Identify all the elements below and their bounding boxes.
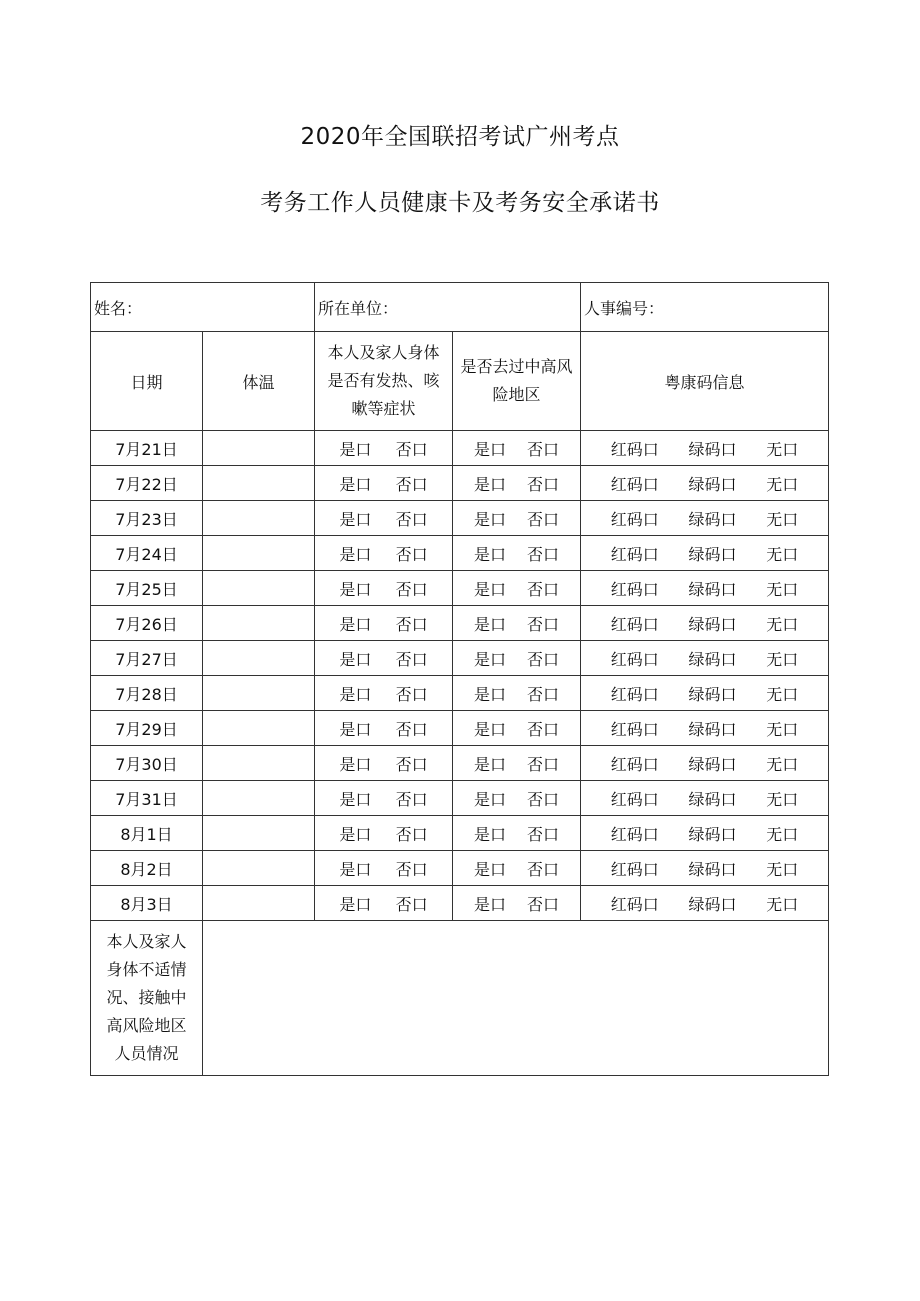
table-row [91,466,829,501]
no-code-checkbox[interactable]: 无口 [766,509,799,529]
date-cell: 7月21日 [91,431,203,466]
symptom-no-checkbox[interactable]: 否口 [395,439,428,459]
symptom-cell [315,746,453,781]
risk-area-cell [453,641,581,676]
no-code-checkbox[interactable]: 无口 [766,649,799,669]
table-row [91,501,829,536]
date-cell: 7月22日 [91,466,203,501]
risk-yes-checkbox[interactable]: 是口 [474,684,507,704]
date-cell: 7月23日 [91,501,203,536]
symptom-cell [315,571,453,606]
green-code-checkbox[interactable]: 绿码口 [688,579,737,599]
symptom-no-checkbox[interactable]: 否口 [395,614,428,634]
health-code-cell [581,431,829,466]
table-row [91,641,829,676]
risk-no-checkbox[interactable]: 否口 [527,474,560,494]
symptom-cell [315,851,453,886]
header-date: 日期 [91,332,203,431]
no-code-checkbox[interactable]: 无口 [766,544,799,564]
health-code-cell [581,781,829,816]
risk-no-checkbox[interactable]: 否口 [527,649,560,669]
green-code-checkbox[interactable]: 绿码口 [688,684,737,704]
symptom-no-checkbox[interactable]: 否口 [395,754,428,774]
risk-area-cell [453,711,581,746]
risk-yes-checkbox[interactable]: 是口 [474,614,507,634]
risk-area-cell [453,536,581,571]
risk-area-cell [453,816,581,851]
no-code-checkbox[interactable]: 无口 [766,824,799,844]
green-code-checkbox[interactable]: 绿码口 [688,719,737,739]
header-symptom: 本人及家人身体是否有发热、咳嗽等症状 [315,332,453,431]
footer-notes-field[interactable] [203,921,829,1076]
symptom-no-checkbox[interactable]: 否口 [395,474,428,494]
symptom-yes-checkbox[interactable]: 是口 [339,754,372,774]
temperature-cell[interactable] [203,781,315,816]
temperature-cell[interactable] [203,606,315,641]
footer-row [91,921,829,1076]
date-cell: 8月1日 [91,816,203,851]
red-code-checkbox[interactable]: 红码口 [610,789,659,809]
table-row [91,886,829,921]
risk-yes-checkbox[interactable]: 是口 [474,439,507,459]
red-code-checkbox[interactable]: 红码口 [610,614,659,634]
symptom-cell [315,641,453,676]
symptom-no-checkbox[interactable]: 否口 [395,789,428,809]
temperature-cell[interactable] [203,711,315,746]
symptom-cell [315,431,453,466]
temperature-cell[interactable] [203,676,315,711]
red-code-checkbox[interactable]: 红码口 [610,894,659,914]
risk-yes-checkbox[interactable]: 是口 [474,789,507,809]
red-code-checkbox[interactable]: 红码口 [610,439,659,459]
symptom-cell [315,711,453,746]
date-cell: 7月30日 [91,746,203,781]
green-code-checkbox[interactable]: 绿码口 [688,474,737,494]
symptom-no-checkbox[interactable]: 否口 [395,719,428,739]
health-code-cell [581,536,829,571]
table-row [91,851,829,886]
table-row [91,711,829,746]
temperature-cell[interactable] [203,851,315,886]
footer-label: 本人及家人身体不适情况、接触中高风险地区人员情况 [91,921,203,1076]
symptom-yes-checkbox[interactable]: 是口 [339,439,372,459]
health-code-cell [581,816,829,851]
symptom-yes-checkbox[interactable]: 是口 [339,719,372,739]
health-code-cell [581,851,829,886]
symptom-no-checkbox[interactable]: 否口 [395,684,428,704]
risk-no-checkbox[interactable]: 否口 [527,824,560,844]
health-code-cell [581,501,829,536]
date-cell: 8月3日 [91,886,203,921]
table-row [91,746,829,781]
symptom-yes-checkbox[interactable]: 是口 [339,894,372,914]
date-cell: 7月27日 [91,641,203,676]
symptom-yes-checkbox[interactable]: 是口 [339,509,372,529]
green-code-checkbox[interactable]: 绿码口 [688,824,737,844]
symptom-cell [315,606,453,641]
symptom-cell [315,781,453,816]
date-cell: 8月2日 [91,851,203,886]
risk-no-checkbox[interactable]: 否口 [527,719,560,739]
no-code-checkbox[interactable]: 无口 [766,684,799,704]
temperature-cell[interactable] [203,641,315,676]
temperature-cell[interactable] [203,431,315,466]
risk-area-cell [453,466,581,501]
no-code-checkbox[interactable]: 无口 [766,859,799,879]
date-cell: 7月28日 [91,676,203,711]
health-code-cell [581,746,829,781]
green-code-checkbox[interactable]: 绿码口 [688,649,737,669]
no-code-checkbox[interactable]: 无口 [766,789,799,809]
symptom-cell [315,536,453,571]
risk-no-checkbox[interactable]: 否口 [527,789,560,809]
risk-no-checkbox[interactable]: 否口 [527,439,560,459]
no-code-checkbox[interactable]: 无口 [766,439,799,459]
green-code-checkbox[interactable]: 绿码口 [688,544,737,564]
symptom-yes-checkbox[interactable]: 是口 [339,474,372,494]
temperature-cell[interactable] [203,501,315,536]
header-health-code: 粤康码信息 [581,332,829,431]
symptom-no-checkbox[interactable]: 否口 [395,579,428,599]
symptom-no-checkbox[interactable]: 否口 [395,824,428,844]
symptom-yes-checkbox[interactable]: 是口 [339,859,372,879]
unit-field[interactable]: 所在单位： [315,283,581,332]
name-field[interactable]: 姓名： [91,283,315,332]
risk-yes-checkbox[interactable]: 是口 [474,579,507,599]
table-row [91,571,829,606]
risk-area-cell [453,676,581,711]
no-code-checkbox[interactable]: 无口 [766,719,799,739]
symptom-cell [315,466,453,501]
red-code-checkbox[interactable]: 红码口 [610,719,659,739]
form-title: 2020年全国联招考试广州考点 [300,124,620,150]
risk-yes-checkbox[interactable]: 是口 [474,649,507,669]
table-row [91,606,829,641]
risk-yes-checkbox[interactable]: 是口 [474,544,507,564]
risk-no-checkbox[interactable]: 否口 [527,754,560,774]
red-code-checkbox[interactable]: 红码口 [610,579,659,599]
risk-area-cell [453,851,581,886]
table-row [91,536,829,571]
risk-yes-checkbox[interactable]: 是口 [474,859,507,879]
date-cell: 7月24日 [91,536,203,571]
green-code-checkbox[interactable]: 绿码口 [688,789,737,809]
risk-area-cell [453,886,581,921]
risk-area-cell [453,431,581,466]
health-code-cell [581,886,829,921]
health-code-cell [581,571,829,606]
risk-no-checkbox[interactable]: 否口 [527,579,560,599]
date-cell: 7月31日 [91,781,203,816]
info-row [91,283,829,332]
risk-yes-checkbox[interactable]: 是口 [474,824,507,844]
risk-yes-checkbox[interactable]: 是口 [474,719,507,739]
risk-yes-checkbox[interactable]: 是口 [474,509,507,529]
no-code-checkbox[interactable]: 无口 [766,614,799,634]
no-code-checkbox[interactable]: 无口 [766,474,799,494]
health-code-cell [581,466,829,501]
temperature-cell[interactable] [203,886,315,921]
temperature-cell[interactable] [203,571,315,606]
green-code-checkbox[interactable]: 绿码口 [688,439,737,459]
symptom-cell [315,886,453,921]
green-code-checkbox[interactable]: 绿码口 [688,509,737,529]
health-code-cell [581,606,829,641]
risk-area-cell [453,746,581,781]
risk-yes-checkbox[interactable]: 是口 [474,474,507,494]
table-row [91,676,829,711]
symptom-no-checkbox[interactable]: 否口 [395,894,428,914]
symptom-cell [315,816,453,851]
risk-area-cell [453,781,581,816]
health-code-cell [581,676,829,711]
risk-no-checkbox[interactable]: 否口 [527,544,560,564]
risk-area-cell [453,606,581,641]
table-row [91,781,829,816]
symptom-no-checkbox[interactable]: 否口 [395,859,428,879]
symptom-yes-checkbox[interactable]: 是口 [339,544,372,564]
health-code-cell [581,711,829,746]
symptom-no-checkbox[interactable]: 否口 [395,509,428,529]
no-code-checkbox[interactable]: 无口 [766,894,799,914]
health-code-cell [581,641,829,676]
risk-yes-checkbox[interactable]: 是口 [474,754,507,774]
header-temp: 体温 [203,332,315,431]
green-code-checkbox[interactable]: 绿码口 [688,614,737,634]
no-code-checkbox[interactable]: 无口 [766,754,799,774]
red-code-checkbox[interactable]: 红码口 [610,684,659,704]
red-code-checkbox[interactable]: 红码口 [610,649,659,669]
symptom-yes-checkbox[interactable]: 是口 [339,614,372,634]
green-code-checkbox[interactable]: 绿码口 [688,859,737,879]
temperature-cell[interactable] [203,536,315,571]
date-cell: 7月26日 [91,606,203,641]
risk-area-cell [453,501,581,536]
no-code-checkbox[interactable]: 无口 [766,579,799,599]
risk-area-cell [453,571,581,606]
date-cell: 7月25日 [91,571,203,606]
symptom-yes-checkbox[interactable]: 是口 [339,579,372,599]
red-code-checkbox[interactable]: 红码口 [610,859,659,879]
health-card-table [90,282,829,1076]
symptom-yes-checkbox[interactable]: 是口 [339,789,372,809]
risk-no-checkbox[interactable]: 否口 [527,509,560,529]
red-code-checkbox[interactable]: 红码口 [610,544,659,564]
symptom-yes-checkbox[interactable]: 是口 [339,649,372,669]
date-cell: 7月29日 [91,711,203,746]
red-code-checkbox[interactable]: 红码口 [610,509,659,529]
temperature-cell[interactable] [203,466,315,501]
symptom-cell [315,501,453,536]
red-code-checkbox[interactable]: 红码口 [610,474,659,494]
risk-no-checkbox[interactable]: 否口 [527,859,560,879]
temperature-cell[interactable] [203,746,315,781]
red-code-checkbox[interactable]: 红码口 [610,754,659,774]
risk-no-checkbox[interactable]: 否口 [527,614,560,634]
symptom-no-checkbox[interactable]: 否口 [395,649,428,669]
table-row [91,431,829,466]
symptom-cell [315,676,453,711]
risk-no-checkbox[interactable]: 否口 [527,894,560,914]
header-risk-area: 是否去过中高风险地区 [453,332,581,431]
symptom-yes-checkbox[interactable]: 是口 [339,684,372,704]
green-code-checkbox[interactable]: 绿码口 [688,754,737,774]
symptom-no-checkbox[interactable]: 否口 [395,544,428,564]
table-row [91,816,829,851]
personnel-id-field[interactable]: 人事编号： [581,283,829,332]
symptom-yes-checkbox[interactable]: 是口 [339,824,372,844]
risk-yes-checkbox[interactable]: 是口 [474,894,507,914]
header-row [91,332,829,431]
risk-no-checkbox[interactable]: 否口 [527,684,560,704]
temperature-cell[interactable] [203,816,315,851]
form-subtitle: 考务工作人员健康卡及考务安全承诺书 [260,190,660,216]
green-code-checkbox[interactable]: 绿码口 [688,894,737,914]
red-code-checkbox[interactable]: 红码口 [610,824,659,844]
